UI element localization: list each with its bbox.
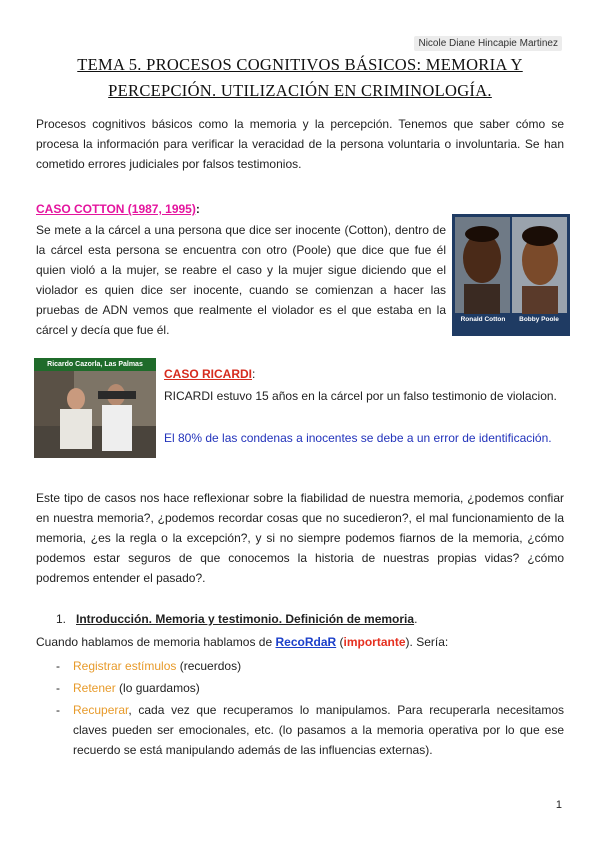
- list-item-key: Registrar estímulos: [73, 659, 177, 673]
- ricardi-paragraph: RICARDI estuvo 15 años en la cárcel por un falso testimonio de violacion.: [164, 389, 557, 403]
- author-name: Nicole Diane Hincapie Martinez: [414, 36, 562, 51]
- list-item: [56, 700, 564, 760]
- intro-paragraph: Procesos cognitivos básicos como la memoria y la percepción. Tenemos que saber cómo se procesa la información para verificar la veracidad de la persona voluntaria o involuntaria. Se han cometido errores judiciales por falsos testimonios.: [36, 117, 564, 171]
- list-item: [56, 678, 564, 698]
- memory-line-prefix: Cuando hablamos de memoria hablamos de: [36, 635, 276, 649]
- memory-line-suffix: ). Sería:: [405, 635, 449, 649]
- ricardi-photo-caption: Ricardo Cazorla, Las Palmas: [34, 358, 156, 371]
- cotton-poole-photo: [452, 214, 570, 336]
- cotton-heading-text: CASO COTTON (1987, 1995): [36, 202, 196, 216]
- document-title: [40, 52, 560, 104]
- cotton-heading: [36, 202, 200, 216]
- important-term: importante: [343, 635, 406, 649]
- section-title: Introducción. Memoria y testimonio. Definición de memoria: [76, 612, 415, 626]
- ricardi-heading: [164, 367, 255, 381]
- list-item-key: Recuperar: [73, 703, 129, 717]
- ricardi-photo: [34, 358, 156, 458]
- list-item-rest: (recuerdos): [176, 659, 242, 673]
- photo-label-poole: Bobby Poole: [519, 316, 559, 323]
- cotton-paragraph: Se mete a la cárcel a una persona que dice ser inocente (Cotton), dentro de la cárcel esta persona se encuentra con otro (Poole) que dice que fue él quien violó a la mujer, se reabre el caso y la mujer sigue diciendo que el violador es quien dice ser inocente, cuando se comienzan a hacer las pruebas de ADN vemos que realmente el violador es el que estaba en la cárcel y decía que fue él.: [36, 223, 446, 337]
- record-term: RecoRdaR: [275, 635, 337, 649]
- identification-error-stat: El 80% de las condenas a inocentes se debe a un error de identificación.: [164, 431, 552, 445]
- list-dash: -: [56, 703, 60, 717]
- list-dash: -: [56, 681, 60, 695]
- section-number: 1.: [56, 612, 67, 626]
- reflection-paragraph: Este tipo de casos nos hace reflexionar sobre la fiabilidad de nuestra memoria, ¿podemos confiar en nuestra memoria?, ¿podemos recordar cosas que no sucedieron?, el mal funcionamiento de la memoria, ¿es la regla o la excepción?, y si no siempre podemos fiarnos de la memoria, ¿cómo podemos estar seguros de que conocemos la historia de nuestras propias vidas? ¿cómo podremos entender el pasado?.: [36, 491, 564, 585]
- cotton-heading-colon: :: [195, 202, 200, 216]
- ricardi-heading-text: CASO RICARDI: [164, 367, 253, 381]
- ricardi-heading-colon: :: [252, 367, 256, 381]
- memory-steps-list: [56, 656, 564, 762]
- section-title-end: .: [414, 612, 418, 626]
- title-line-1: TEMA 5. PROCESOS COGNITIVOS BÁSICOS: MEMORIA Y: [77, 55, 523, 74]
- list-item: [56, 656, 564, 676]
- list-item-rest: (lo guardamos): [115, 681, 200, 695]
- list-dash: -: [56, 659, 60, 673]
- list-item-rest: , cada vez que recuperamos lo manipulamos. Para recuperarla necesitamos claves pueden ser emocionales, etc. (lo pasamos a la memoria operativa por lo que ese recuerdo se está manipulando además de las influencias externas).: [73, 703, 564, 757]
- page-number: 1: [555, 799, 562, 811]
- section-heading: [56, 612, 417, 626]
- memory-line-open: (: [336, 635, 344, 649]
- photo-label-cotton: Ronald Cotton: [460, 316, 506, 323]
- title-line-2: PERCEPCIÓN. UTILIZACIÓN EN CRIMINOLOGÍA.: [108, 81, 492, 100]
- ricardi-image: [34, 371, 156, 458]
- memory-definition-line: [36, 635, 448, 649]
- list-item-key: Retener: [73, 681, 116, 695]
